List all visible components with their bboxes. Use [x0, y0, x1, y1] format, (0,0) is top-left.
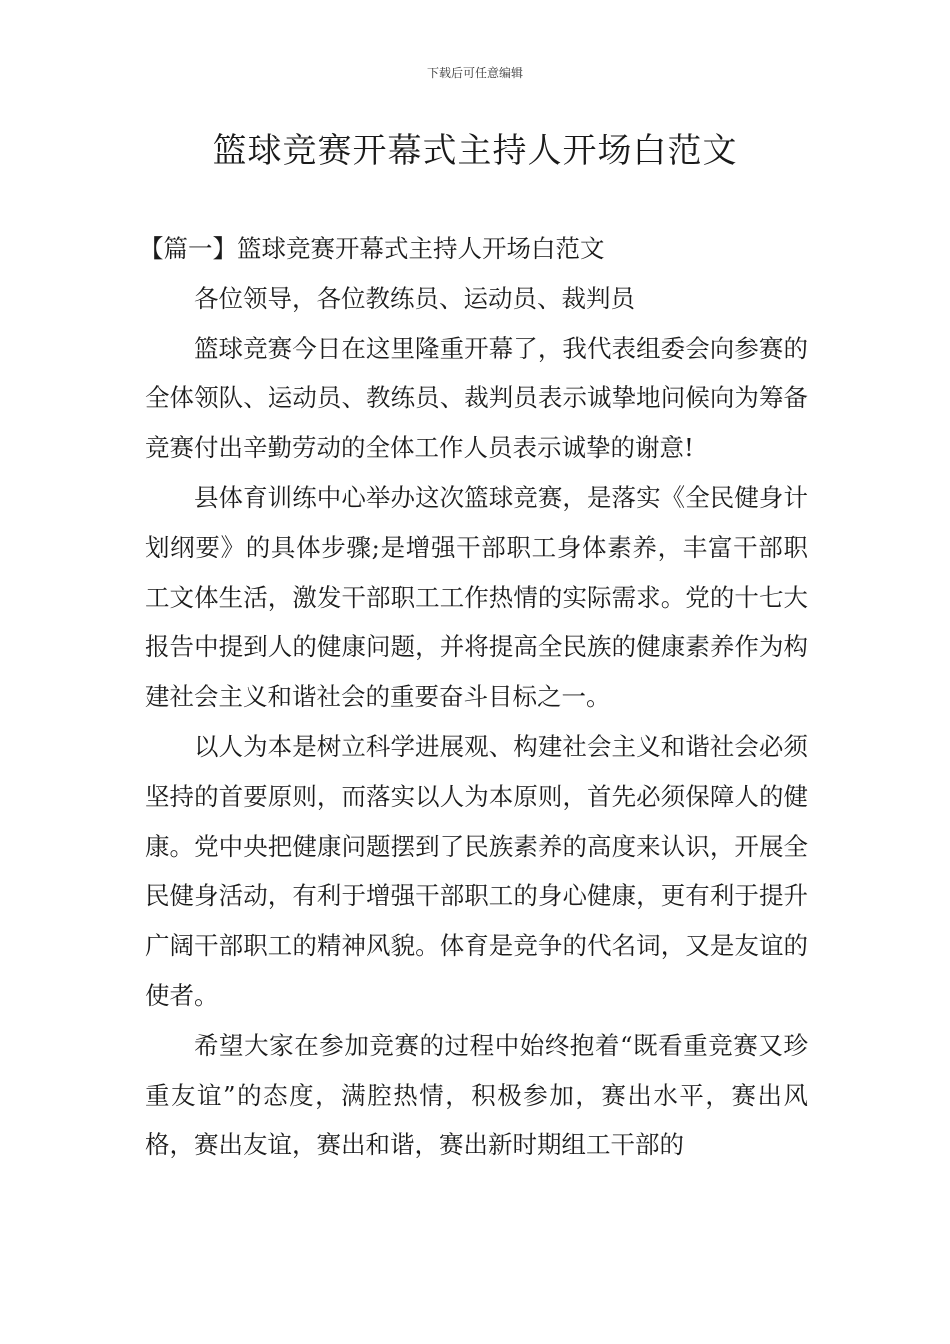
paragraph-opening: 篮球竞赛今日在这里隆重开幕了，我代表组委会向参赛的全体领队、运动员、教练员、裁判员表示诚挚地问候向为筹备竞赛付出辛勤劳动的全体工作人员表示诚挚的谢意! — [145, 333, 808, 463]
paragraph-hope: 希望大家在参加竞赛的过程中始终抱着“既看重竞赛又珍重友谊”的态度，满腔热情，积极参加，赛出水平，赛出风格，赛出友谊，赛出和谐，赛出新时期组工干部的 — [145, 1030, 808, 1160]
paragraph-purpose: 县体育训练中心举办这次篮球竞赛，是落实《全民健身计划纲要》的具体步骤;是增强干部职工身体素养，丰富干部职工文体生活，激发干部职工工作热情的实际需求。党的十七大报告中提到人的健康问题，并将提高全民族的健康素养作为构建社会主义和谐社会的重要奋斗目标之一。 — [145, 482, 808, 712]
paragraph-principle: 以人为本是树立科学进展观、构建社会主义和谐社会必须坚持的首要原则，而落实以人为本原则，首先必须保障人的健康。党中央把健康问题摆到了民族素养的高度来认识，开展全民健身活动，有利于增强干部职工的身心健康，更有利于提升广阔干部职工的精神风貌。体育是竞争的代名词，又是友谊的使者。 — [145, 731, 808, 1010]
document-body — [139, 224, 808, 1170]
section-heading: 【篇一】篮球竞赛开幕式主持人开场白范文 — [139, 234, 605, 263]
document-title: 篮球竞赛开幕式主持人开场白范文 — [212, 131, 738, 171]
greeting-line: 各位领导，各位教练员、运动员、裁判员 — [194, 283, 635, 313]
header-note: 下载后可任意编辑 — [426, 66, 523, 80]
